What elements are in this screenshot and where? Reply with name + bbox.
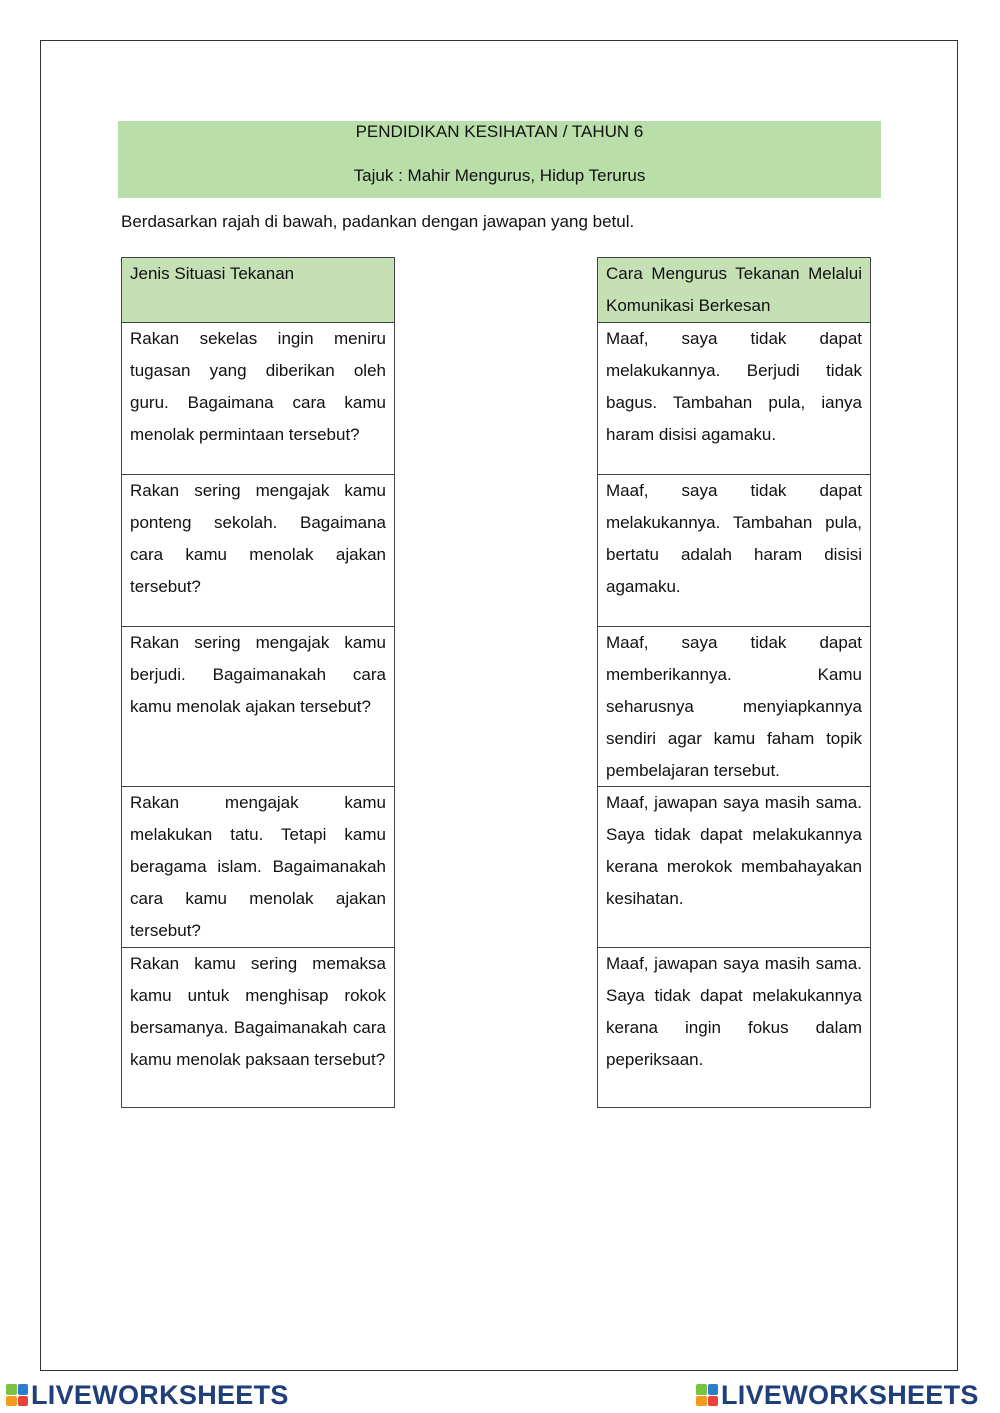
footer-logo-right bbox=[696, 1378, 979, 1412]
response-item-4[interactable]: Maaf, jawapan saya masih sama. Saya tidak dapat melakukannya kerana merokok membahayakan kesihatan. bbox=[597, 786, 871, 948]
logo-square-green bbox=[6, 1384, 17, 1395]
logo-square-red bbox=[708, 1396, 719, 1407]
response-item-3[interactable]: Maaf, saya tidak dapat memberikannya. Kamu seharusnya menyiapkannya sendiri agar kamu faham topik pembelajaran tersebut. bbox=[597, 626, 871, 787]
logo-square-blue bbox=[708, 1384, 719, 1395]
situation-item-5[interactable]: Rakan kamu sering memaksa kamu untuk menghisap rokok bersamanya. Bagaimanakah cara kamu menolak paksaan tersebut? bbox=[121, 947, 395, 1108]
situation-column bbox=[121, 257, 395, 1108]
instruction-text: Berdasarkan rajah di bawah, padankan dengan jawapan yang betul. bbox=[121, 212, 635, 231]
situation-item-3[interactable]: Rakan sering mengajak kamu berjudi. Bagaimanakah cara kamu menolak ajakan tersebut? bbox=[121, 626, 395, 787]
page-subtitle: Tajuk : Mahir Mengurus, Hidup Terurus bbox=[353, 166, 646, 185]
page-title: PENDIDIKAN KESIHATAN / TAHUN 6 bbox=[355, 122, 644, 141]
situation-item-4[interactable]: Rakan mengajak kamu melakukan tatu. Tetapi kamu beragama islam. Bagaimanakah cara kamu menolak ajakan tersebut? bbox=[121, 786, 395, 948]
situation-header: Jenis Situasi Tekanan bbox=[121, 257, 395, 323]
response-item-2[interactable]: Maaf, saya tidak dapat melakukannya. Tambahan pula, bertatu adalah haram disisi agamaku. bbox=[597, 474, 871, 627]
title-band bbox=[118, 121, 881, 198]
brand-name: LIVEWORKSHEETS bbox=[31, 1379, 289, 1410]
response-item-5[interactable]: Maaf, jawapan saya masih sama. Saya tidak dapat melakukannya kerana ingin fokus dalam peperiksaan. bbox=[597, 947, 871, 1108]
response-column bbox=[597, 257, 871, 1108]
logo-square-green bbox=[696, 1384, 707, 1395]
logo-square-blue bbox=[18, 1384, 29, 1395]
brand-name: LIVEWORKSHEETS bbox=[721, 1379, 979, 1410]
liveworksheets-logo-icon bbox=[6, 1384, 28, 1406]
logo-square-orange bbox=[696, 1396, 707, 1407]
logo-square-orange bbox=[6, 1396, 17, 1407]
logo-square-red bbox=[18, 1396, 29, 1407]
footer-logo-left bbox=[6, 1378, 289, 1412]
liveworksheets-logo-icon bbox=[696, 1384, 718, 1406]
response-item-1[interactable]: Maaf, saya tidak dapat melakukannya. Berjudi tidak bagus. Tambahan pula, ianya haram disisi agamaku. bbox=[597, 322, 871, 475]
response-header: Cara Mengurus Tekanan Melalui Komunikasi Berkesan bbox=[597, 257, 871, 323]
situation-item-1[interactable]: Rakan sekelas ingin meniru tugasan yang diberikan oleh guru. Bagaimana cara kamu menolak permintaan tersebut? bbox=[121, 322, 395, 475]
situation-item-2[interactable]: Rakan sering mengajak kamu ponteng sekolah. Bagaimana cara kamu menolak ajakan tersebut? bbox=[121, 474, 395, 627]
